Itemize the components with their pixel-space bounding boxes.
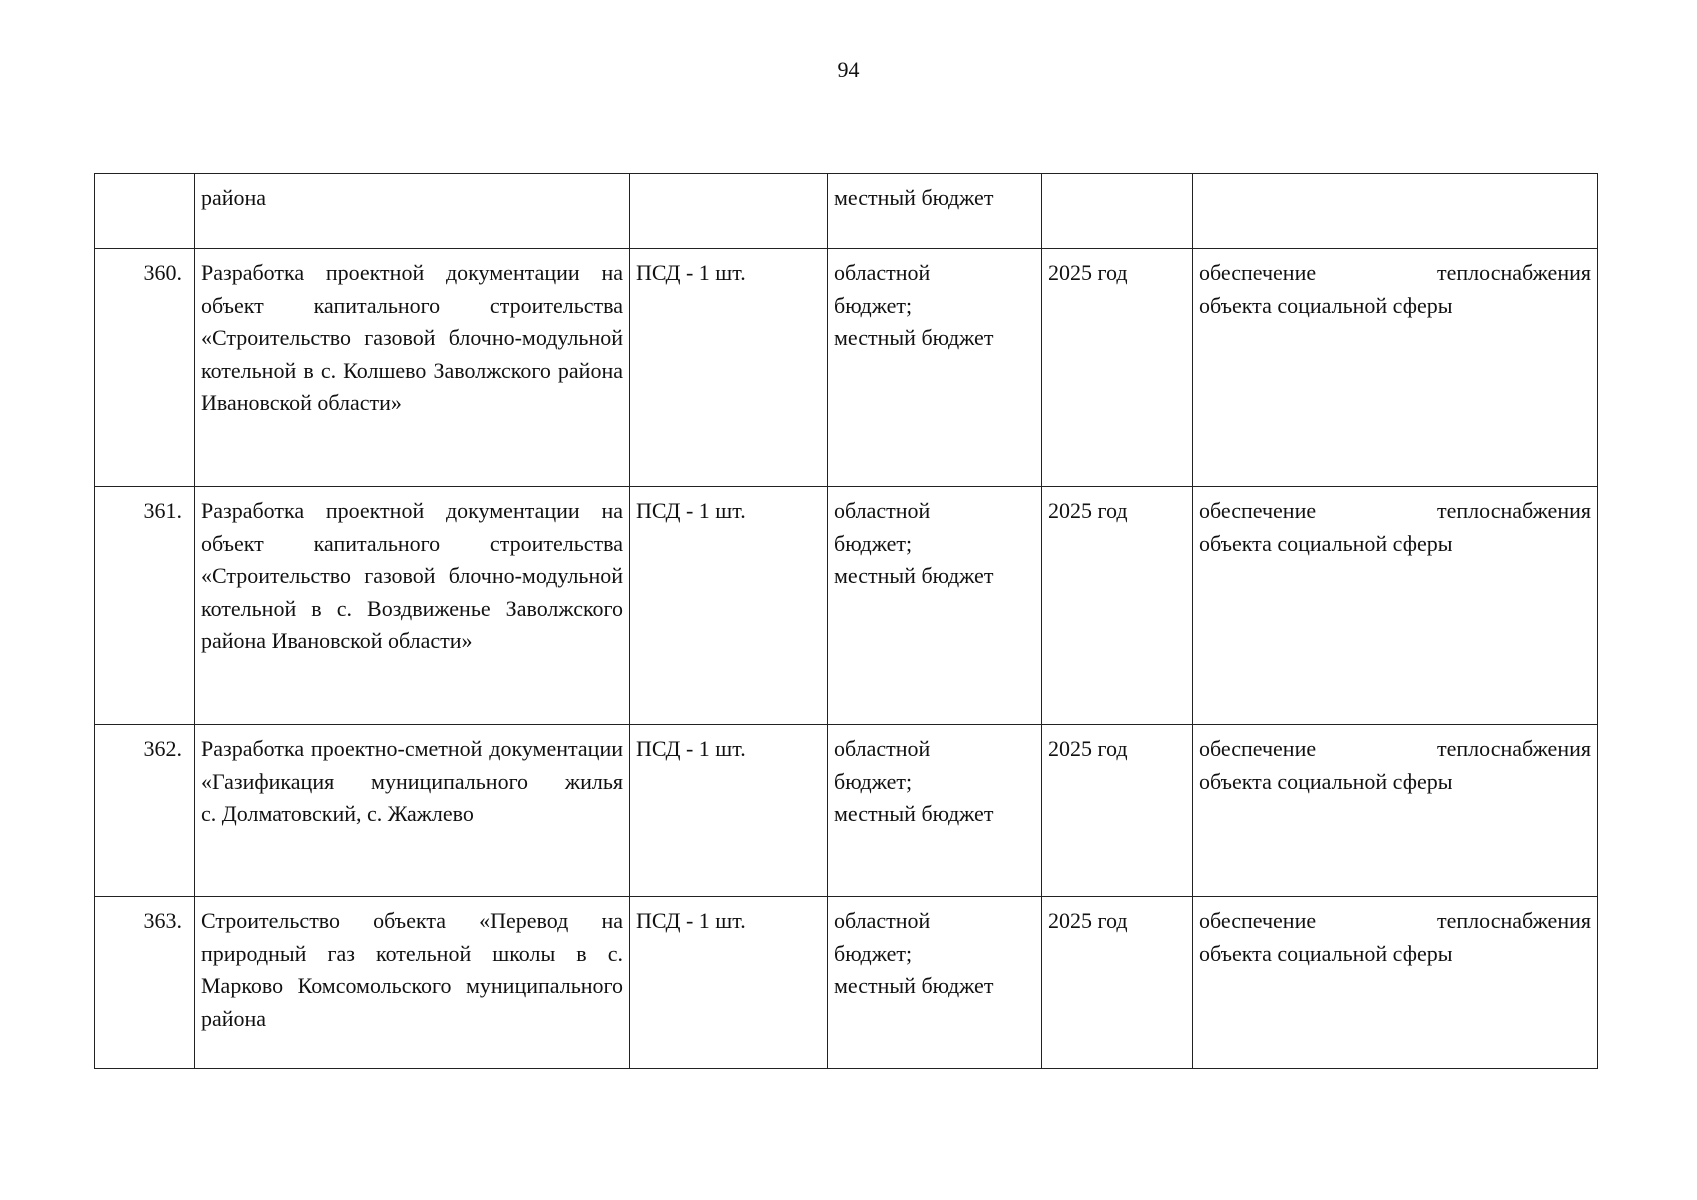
funding-source-cell: областной бюджет; местный бюджет	[828, 897, 1042, 1069]
year-cell: 2025 год	[1042, 487, 1193, 725]
table-row	[95, 725, 1598, 897]
row-number-cell: 363.	[95, 897, 195, 1069]
row-number-cell: 361.	[95, 487, 195, 725]
goal-line: объекта социальной сферы	[1199, 530, 1453, 556]
goal-cell	[1193, 174, 1598, 249]
goal-line: объекта социальной сферы	[1199, 940, 1453, 966]
goal-cell	[1193, 487, 1598, 725]
measure-name-cell: Разработка проектной документации на объект капитального строительства «Строительство газовой блочно-модульной котельной в с. Воздвиженье Заволжского района Ивановской области»	[195, 487, 630, 725]
year-cell	[1042, 174, 1193, 249]
table-row	[95, 487, 1598, 725]
table-row	[95, 174, 1598, 249]
funding-source-cell: областной бюджет; местный бюджет	[828, 249, 1042, 487]
measure-name-cell: Разработка проектной документации на объект капитального строительства «Строительство газовой блочно-модульной котельной в с. Колшево Заволжского района Ивановской области»	[195, 249, 630, 487]
goal-line: объекта социальной сферы	[1199, 768, 1453, 794]
result-cell: ПСД - 1 шт.	[630, 725, 828, 897]
year-cell: 2025 год	[1042, 249, 1193, 487]
funding-source-cell: местный бюджет	[828, 174, 1042, 249]
year-cell: 2025 год	[1042, 897, 1193, 1069]
table-row	[95, 249, 1598, 487]
row-number-cell: 362.	[95, 725, 195, 897]
goal-cell	[1193, 897, 1598, 1069]
year-cell: 2025 год	[1042, 725, 1193, 897]
table-row	[95, 897, 1598, 1069]
result-cell: ПСД - 1 шт.	[630, 487, 828, 725]
page-number: 94	[837, 57, 860, 82]
measures-table	[94, 173, 1598, 1069]
goal-cell	[1193, 249, 1598, 487]
measure-name-cell: района	[195, 174, 630, 249]
goal-line: обеспечение теплоснабжения	[1199, 260, 1591, 285]
result-cell: ПСД - 1 шт.	[630, 897, 828, 1069]
goal-line: обеспечение теплоснабжения	[1199, 736, 1591, 761]
row-number-cell: 360.	[95, 249, 195, 487]
row-number-cell	[95, 174, 195, 249]
result-cell: ПСД - 1 шт.	[630, 249, 828, 487]
result-cell	[630, 174, 828, 249]
measure-name-last-line: с. Долматовский, с. Жажлево	[201, 801, 474, 826]
goal-line: объекта социальной сферы	[1199, 292, 1453, 318]
funding-source-cell: областной бюджет; местный бюджет	[828, 487, 1042, 725]
goal-cell	[1193, 725, 1598, 897]
funding-source-cell: областной бюджет; местный бюджет	[828, 725, 1042, 897]
measure-name-cell	[195, 725, 630, 897]
measure-name-text: Разработка проектно-сметной документации «Газификация муниципального жилья	[201, 736, 623, 794]
goal-line: обеспечение теплоснабжения	[1199, 498, 1591, 523]
goal-line: обеспечение теплоснабжения	[1199, 908, 1591, 933]
measure-name-cell: Строительство объекта «Перевод на природный газ котельной школы в с. Марково Комсомольского муниципального района	[195, 897, 630, 1069]
